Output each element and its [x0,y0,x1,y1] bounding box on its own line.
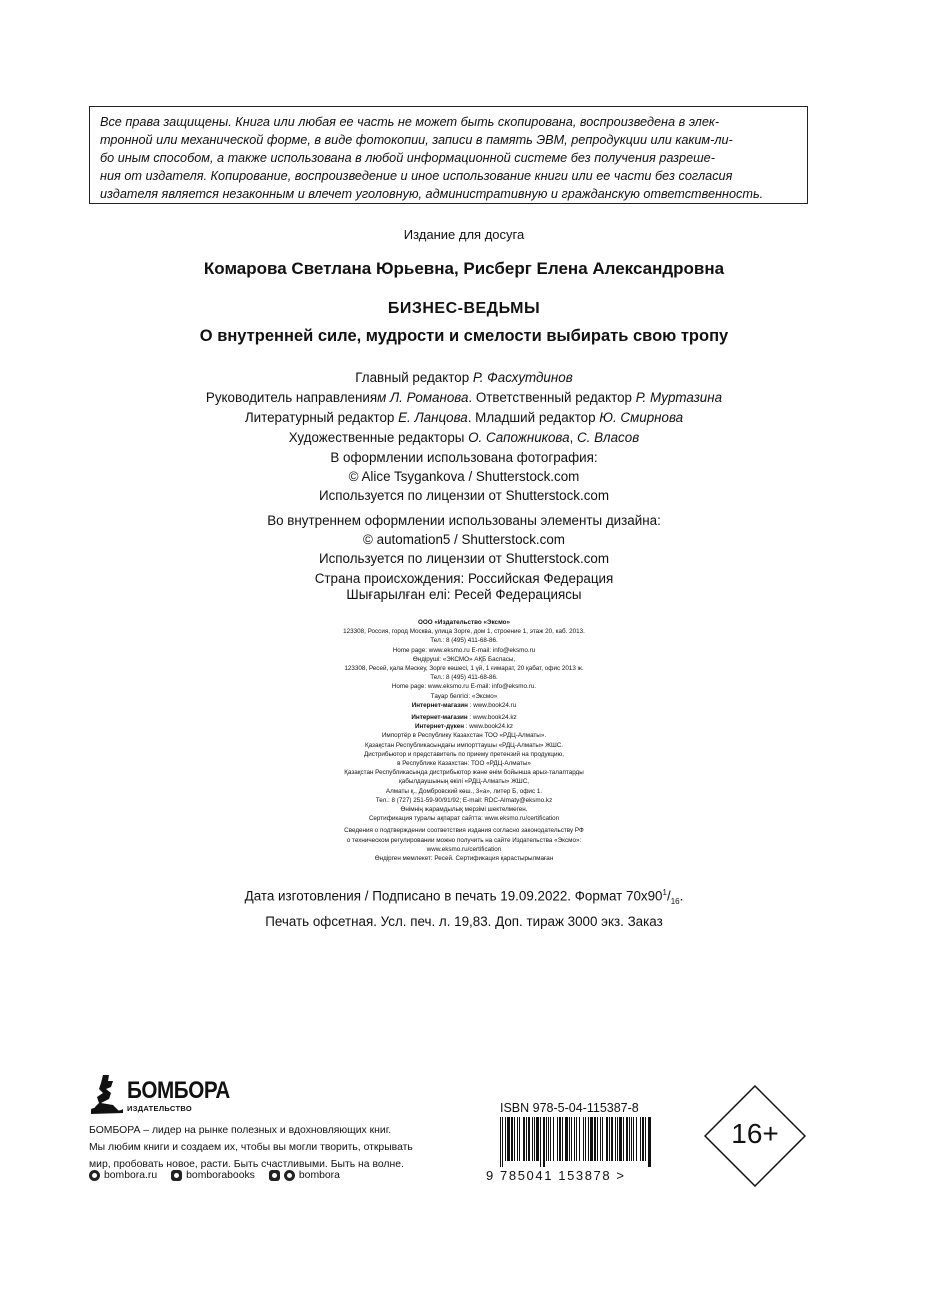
publisher-line: қабылдаушының өкілі «РДЦ-Алматы» ЖШС, [398,778,529,786]
bombora-logo-icon [89,1073,125,1115]
social-vk[interactable]: bomborabooks [171,1170,255,1181]
barcode-bar [640,1117,641,1161]
barcode-bar [548,1117,549,1161]
barcode-bar [611,1117,613,1161]
youtube-icon [269,1170,280,1181]
barcode-bar [569,1117,570,1161]
publisher-line: www.eksmo.ru/certification [426,845,502,853]
publisher-line: Home page: www.eksmo.ru E-mail: info@eksmo.ru. [391,683,537,691]
origin-line: Шығарылған елі: Ресей Федерациясы [346,587,582,602]
publisher-info [0,618,928,863]
book-subtitle: О внутренней силе, мудрости и смелости выбирать свою тропу [199,327,729,345]
barcode-bar [523,1117,525,1161]
barcode-bar [559,1117,561,1161]
barcode-bar [532,1117,533,1161]
photo-credit-line: Используется по лицензии от Shutterstock.com [318,488,610,503]
social-messengers[interactable]: bombora [269,1170,340,1181]
credit-chief-editor: Главный редактор Р. Фасхутдинов [355,370,573,385]
publisher-line: Өнімнің жарамдылық мерзімі шектелмеген. [400,806,528,814]
barcode-bar [631,1117,632,1161]
barcode-bar [579,1117,580,1161]
barcode-bar [576,1117,577,1161]
barcode-bar [626,1117,628,1161]
barcode-bar [642,1117,644,1161]
barcode-bar [629,1117,630,1161]
design-credit-line: Используется по лицензии от Shutterstock.com [318,551,610,566]
publisher-line: Өндірген мемлекет: Ресей. Сертификация қарастырылмаған [374,855,554,863]
barcode-bar [633,1117,634,1161]
age-rating: 16+ [731,1118,779,1149]
publisher-line: Өндіруші: «ЭКСМО» АҚБ Баспасы, [412,655,516,663]
publisher-line: Қазақстан Республикасында дистрибьютор және өнім бойынша арыз-талаптарды [344,769,584,777]
barcode-bar [583,1117,584,1161]
barcode-digits: 9 785041 153878 > [486,1168,626,1183]
barcode-bar [594,1117,596,1161]
tagline-line: Мы любим книги и создаем их, чтобы вы могли творить, открывать [89,1142,413,1153]
credit-art-editors: Художественные редакторы О. Сапожникова, С. Власов [288,430,640,445]
tagline-line: мир, пробовать новое, расти. Быть счастливыми. Быть на волне. [89,1159,404,1170]
barcode-bar [615,1117,616,1161]
barcode-bar [519,1117,520,1161]
barcode-bar [526,1117,527,1161]
rights-line: Все права защищены. Книга или любая ее часть не может быть скопирована, воспроизведена в элек- [100,115,720,129]
barcode-bar [617,1117,618,1161]
social-website[interactable]: bombora.ru [89,1170,157,1181]
barcode-bar [606,1117,608,1161]
direction-name: м Л. Романова [377,390,469,405]
photo-credit-line: В оформлении использована фотография: [330,450,598,465]
barcode-bar [502,1117,503,1167]
credit-direction-editor: Руководитель направлениям Л. Романова. Ответственный редактор Р. Муртазина [205,390,723,405]
publisher-line: Сведения о подтверждении соответствия издания согласно законодательству РФ [344,827,584,835]
barcode-bar [588,1117,589,1161]
barcode-bar [609,1117,610,1161]
rights-line: тронной или механической форме, в виде фотокопии, записи в память ЭВМ, репродукции или каким-ли- [100,132,733,147]
online-shop-ru: Интернет-магазин : www.book24.ru [411,701,517,709]
design-credit-line: © automation5 / Shutterstock.com [363,532,565,547]
publisher-line: Сертификация туралы ақпарат сайтта: www.eksmo.ru/certification [368,815,560,823]
online-shop-kz-kaz: Интернет-дүкен : www.book24.kz [414,723,514,731]
rights-line: издателя является незаконным и влечет уголовную, административную и гражданскую ответственность. [100,186,764,201]
barcode-bar [511,1117,513,1161]
barcode-bar [543,1117,545,1167]
vk-icon [171,1170,182,1181]
publisher-line: 123308, Россия, город Москва, улица Зорге, дом 1, строение 1, этаж 20, каб. 2013. [343,628,585,636]
barcode-bar [534,1117,535,1161]
barcode-bar [636,1117,637,1161]
photo-credit-line: © Alice Tsygankova / Shutterstock.com [348,469,580,484]
barcode-bar [619,1117,622,1161]
brand-name: БОМБОРА [127,1077,230,1104]
design-elements-credit [0,511,928,568]
social-links [89,1170,340,1181]
barcode-bar [597,1117,598,1161]
barcode-bar [557,1117,558,1161]
rights-line: ния от издателя. Копирование, воспроизведение и иное использование книги или ее части без согласия [100,168,733,183]
barcode-bar [540,1117,541,1167]
barcode-bar [536,1117,539,1161]
barcode-bar [574,1117,575,1161]
barcode-bar [562,1117,563,1161]
barcode-bar [565,1117,568,1161]
publisher-name: ООО «Издательство «Эксмо» [417,619,510,626]
publisher-line: в Республике Казахстан: ТОО «РДЦ-Алматы» [397,760,531,768]
design-credit-line: Во внутреннем оформлении использованы элементы дизайна: [267,513,661,528]
print-line-2: Печать офсетная. Усл. печ. л. 19,83. Доп. тираж 3000 экз. Заказ [265,914,663,930]
publisher-line: о техническом регулировании можно получить на сайте Издательства «Эксмо»: [346,836,582,844]
barcode-bar [645,1117,646,1161]
print-details [0,883,928,932]
barcode-bar [514,1117,515,1161]
publisher-line: Импортёр в Республику Казахстан ТОО «РДЦ-Алматы». [381,732,547,740]
publisher-line: Қазақстан Республикасындағы импорттаушы «РДЦ-Алматы» ЖШС. [364,741,564,749]
editorial-credits [0,368,928,448]
barcode-bar [507,1117,510,1161]
publisher-line: Home page: www.eksmo.ru E-mail: info@eksmo.ru [392,646,536,654]
cover-photo-credit [0,448,928,505]
book-authors: Комарова Светлана Юрьевна, Рисберг Елена Александровна [203,259,725,278]
barcode-bar [505,1117,506,1161]
isbn-barcode [498,1117,654,1167]
barcode-bar [546,1117,547,1161]
barcode-bar [623,1117,624,1161]
book-title: БИЗНЕС-ВЕДЬМЫ [387,300,541,317]
barcode-bar [528,1117,530,1161]
barcode-bar [553,1117,554,1161]
publisher-line: Тел.: 8 (727) 251-59-90/91/92; E-mail: RDC-Almaty@eksmo.kz [375,796,553,804]
publisher-line: Тел.: 8 (495) 411-68-86. [430,637,498,645]
publisher-line: 123308, Ресей, қала Мәскеу, Зорге көшесі, 1 үй, 1 ғимарат, 20 қабат, офис 2013 ж. [344,665,584,673]
globe-icon [89,1170,100,1181]
brand-tagline [89,1122,469,1173]
publisher-line: Тауар белгісі: «Эксмо» [430,692,498,700]
barcode-bar [600,1117,601,1161]
tagline-line: БОМБОРА – лидер на рынке полезных и вдохновляющих книг. [89,1125,392,1136]
brand-subtitle: ИЗДАТЕЛЬСТВО [127,1104,192,1113]
barcode-bar [648,1117,651,1167]
barcode-bar [571,1117,572,1161]
barcode-bar [602,1117,603,1161]
publisher-line: Дистрибьютор и представитель по приему претензий на продукцию, [364,750,564,758]
print-line-1: Дата изготовления / Подписано в печать 19.09.2022. Формат $70x90^1/_{16}$. [244,888,684,907]
online-shop-kz: Интернет-магазин : www.book24.kz [411,714,517,722]
telegram-icon [284,1170,295,1181]
barcode-bar [517,1117,518,1161]
country-of-origin [0,571,928,603]
credit-literary-editor: Литературный редактор Е. Ланцова. Младший редактор Ю. Смирнова [244,410,684,425]
isbn-label: ISBN 978-5-04-115387-8 [500,1101,639,1115]
barcode-bar [500,1117,501,1167]
copyright-notice-box [89,106,808,204]
origin-line: Страна происхождения: Российская Федерация [314,571,614,586]
rights-line: бо иным способом, а также использована в любой информационной системе без получения разреше- [100,150,715,165]
barcode-bar [585,1117,586,1161]
barcode-bar [590,1117,593,1161]
publisher-line: Алматы қ., Домбровский көш., 3«а», литер Б, офис 1. [385,787,543,795]
barcode-bar [550,1117,551,1161]
publisher-line: Тел.: 8 (495) 411-68-86. [430,674,498,682]
edition-type: Издание для досуга [403,227,525,242]
